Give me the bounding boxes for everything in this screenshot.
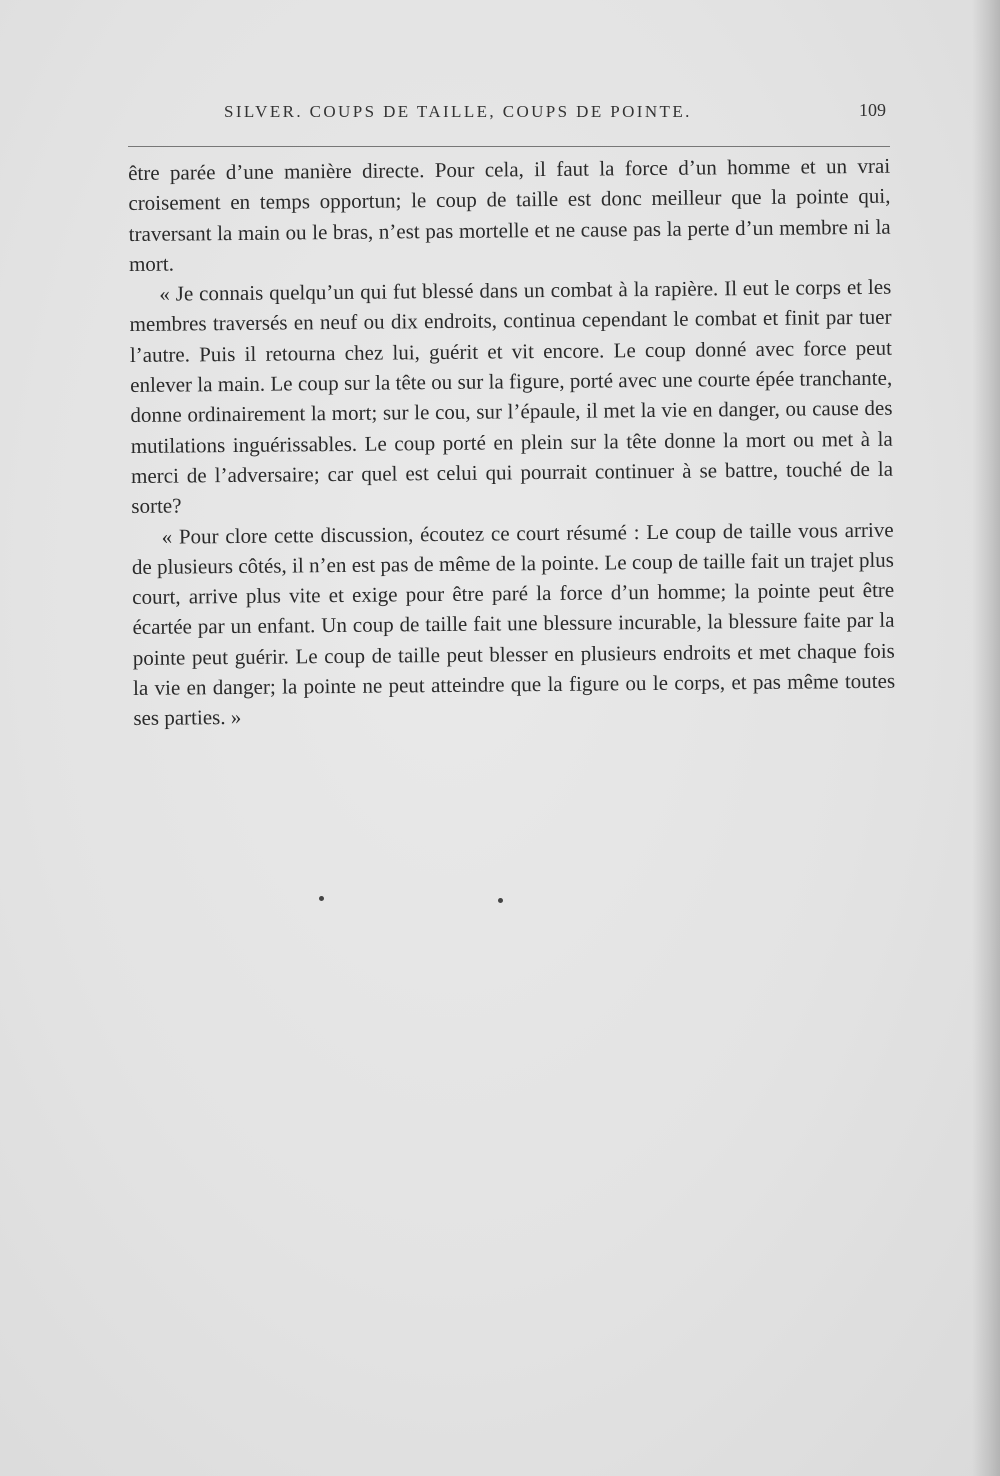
paragraph-3: « Pour clore cette discussion, écoutez ce court résumé : Le coup de taille vous arrive de plusieurs côtés, il n’en est pas de même de la pointe. Le coup de taille fait un trajet plus court, arrive plus vite et exige pour être paré la force d’un homme; la pointe peut être écartée par un enfant. Un coup de taille fait une blessure incurable, la blessure faite par la pointe peut guérir. Le coup de taille peut blesser en plusieurs endroits et met chaque fois la vie en danger; la pointe ne peut atteindre que la figure ou le corps, et pas même toutes ses parties. » [131,517,896,731]
body-text [128,151,895,734]
paragraph-2: « Je connais quelqu’un qui fut blessé dans un combat à la rapière. Il eut le corps et les membres traversés en neuf ou dix endroits, continua cependant le combat et finit par tuer l’autre. Puis il retourna chez lui, guérit et vit encore. Le coup donné avec force peut enlever la main. Le coup sur la tête ou sur la figure, porté avec une courte épée tranchante, donne ordinairement la mort; sur le cou, sur l’épaule, il met la vie en danger, ou cause des mutilations inguérissables. Le coup porté en plein sur la tête donne la mort ou met à la merci de l’adversaire; car quel est celui qui pourrait continuer à se battre, touché de la sorte? [129,274,894,519]
header-rule [128,146,890,147]
page-number: 109 [859,100,886,120]
paragraph-1: être parée d’une manière directe. Pour cela, il faut la force d’un homme et un vrai croisement en temps opportun; le coup de taille est donc meilleur que la pointe qui, traversant la main ou le bras, n’est pas mortelle et ne cause pas la perte d’un membre ni la mort. [128,153,891,276]
page-gutter-shadow [972,0,1000,1476]
ink-speck [319,896,324,901]
page-header [128,96,890,136]
running-title: SILVER. COUPS DE TAILLE, COUPS DE POINTE. [224,102,692,121]
ink-speck [498,898,503,903]
